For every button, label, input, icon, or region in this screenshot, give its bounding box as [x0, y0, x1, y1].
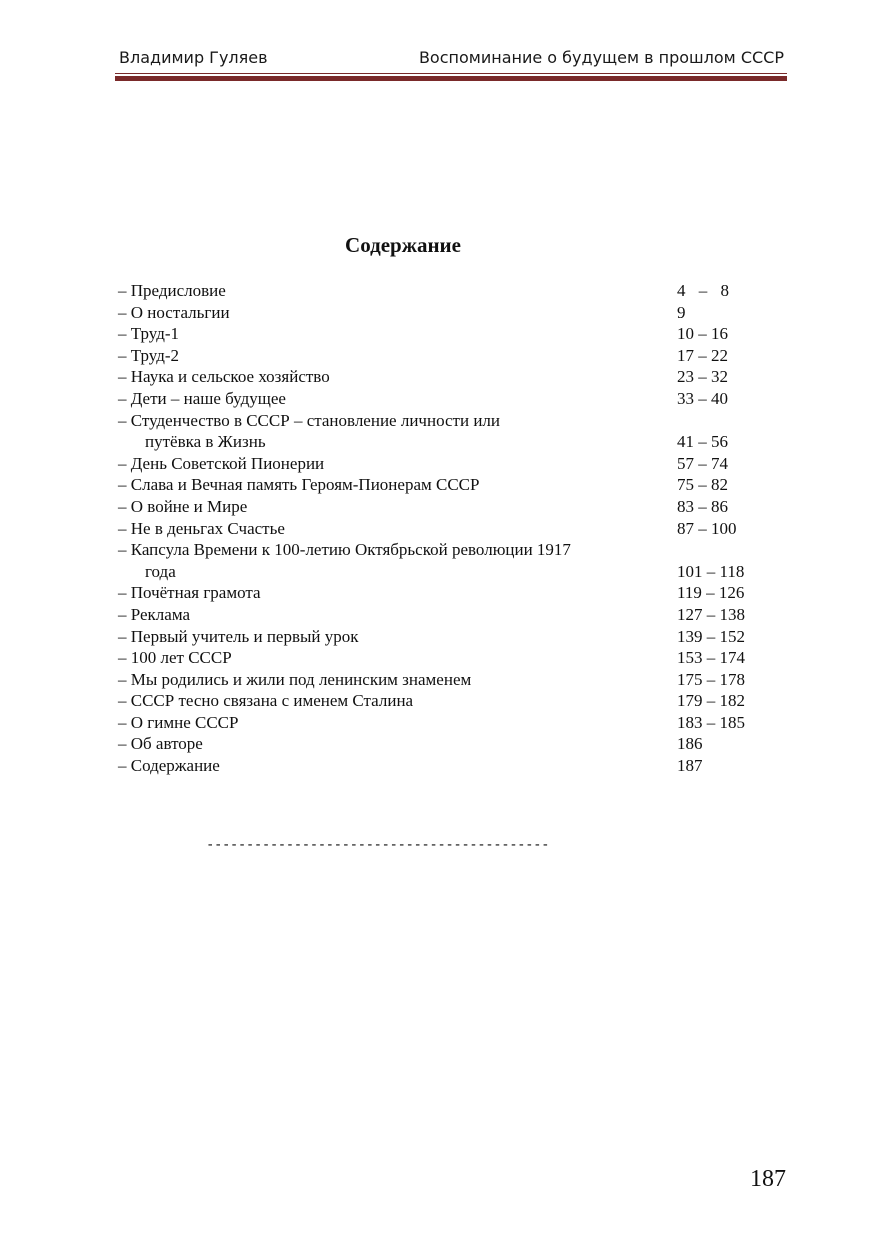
header-rule-thick [115, 76, 787, 81]
toc-entry-title: – Почётная грамота [118, 583, 261, 603]
toc-entry-pages: 75 – 82 [677, 475, 728, 495]
header-rule-thin [115, 73, 787, 74]
toc-entry-title: – Первый учитель и первый урок [118, 626, 359, 646]
toc-entry-pages: 83 – 86 [677, 496, 728, 516]
toc-entry-title-continuation: путёвка в Жизнь [145, 432, 266, 452]
toc-entry-title: – О гимне СССР [118, 712, 239, 732]
toc-entry [118, 496, 778, 518]
toc-entry-pages: 153 – 174 [677, 648, 745, 668]
toc-entry-pages: 17 – 22 [677, 345, 728, 365]
toc-entry-title: – Не в деньгах Счастье [118, 518, 285, 538]
toc-entry-title: – Мы родились и жили под ленинским знаменем [118, 669, 472, 689]
toc-list [118, 280, 778, 777]
toc-entry-title: – Предисловие [118, 281, 226, 300]
toc-entry-title: – О войне и Мире [118, 496, 248, 516]
toc-entry [118, 755, 778, 777]
toc-entry-title: – Наука и сельское хозяйство [118, 367, 330, 387]
toc-entry [118, 302, 778, 324]
toc-entry [118, 366, 778, 388]
toc-entry [118, 582, 778, 604]
toc-entry [118, 733, 778, 755]
toc-entry-pages: 41 – 56 [677, 432, 728, 452]
toc-entry [118, 410, 778, 432]
toc-title: Содержание [345, 233, 461, 257]
toc-entry-title: – Об авторе [118, 734, 203, 754]
toc-entry [118, 690, 778, 712]
toc-entry-title-continuation: года [145, 561, 176, 581]
toc-entry-title: – Капсула Времени к 100-летию Октябрьской революции 1917 [118, 540, 571, 560]
header-author: Владимир Гуляев [119, 48, 268, 67]
toc-entry-title: – Дети – наше будущее [118, 388, 286, 408]
toc-entry-pages: 4 – 8 [677, 281, 729, 300]
toc-entry [118, 388, 778, 410]
toc-entry [118, 518, 778, 540]
toc-entry-title: – Труд-2 [118, 345, 180, 365]
toc-entry-title: – Содержание [118, 756, 220, 776]
toc-entry [118, 474, 778, 496]
toc-entry-pages: 179 – 182 [677, 691, 745, 711]
toc-entry-title: – Слава и Вечная память Героям-Пионерам СССР [118, 475, 480, 495]
toc-entry-pages: 9 [677, 302, 686, 322]
toc-entry-pages: 23 – 32 [677, 367, 728, 387]
toc-entry-pages: 187 [677, 756, 703, 776]
toc-entry [118, 345, 778, 367]
toc-entry [118, 626, 778, 648]
toc-entry-pages: 33 – 40 [677, 388, 728, 408]
toc-entry-continuation-row [118, 431, 778, 453]
toc-entry [118, 323, 778, 345]
toc-entry-pages: 139 – 152 [677, 626, 745, 646]
toc-entry-pages: 87 – 100 [677, 518, 737, 538]
toc-entry-pages: 57 – 74 [677, 453, 728, 473]
header-book-title: Воспоминание о будущем в прошлом СССР [418, 48, 784, 67]
toc-entry [118, 669, 778, 691]
toc-entry-pages: 186 [677, 734, 703, 754]
toc-entry-title: – Студенчество в СССР – становление личности или [118, 410, 500, 430]
toc-entry-title: – О ностальгии [118, 302, 230, 322]
toc-entry-title: – День Советской Пионерии [118, 453, 325, 473]
toc-entry [118, 604, 778, 626]
toc-entry-title: – Труд-1 [118, 324, 180, 344]
toc-entry [118, 453, 778, 475]
toc-entry-title: – 100 лет СССР [118, 648, 232, 668]
toc-entry-continuation-row [118, 561, 778, 583]
toc-entry-pages: 127 – 138 [677, 604, 745, 624]
toc-entry [118, 539, 778, 561]
toc-entry-pages: 101 – 118 [677, 561, 745, 581]
toc-entry-title: – Реклама [118, 604, 191, 624]
toc-entry-pages: 183 – 185 [677, 712, 745, 732]
divider-line: ------------------------------------------- [206, 837, 550, 853]
toc-entry [118, 712, 778, 734]
page-number: 187 [750, 1166, 786, 1192]
toc-entry-pages: 10 – 16 [677, 324, 728, 344]
toc-entry [118, 647, 778, 669]
toc-entry [118, 280, 778, 302]
toc-entry-pages: 175 – 178 [677, 669, 745, 689]
toc-entry-pages: 119 – 126 [677, 583, 745, 603]
toc-entry-title: – СССР тесно связана с именем Сталина [118, 691, 414, 711]
